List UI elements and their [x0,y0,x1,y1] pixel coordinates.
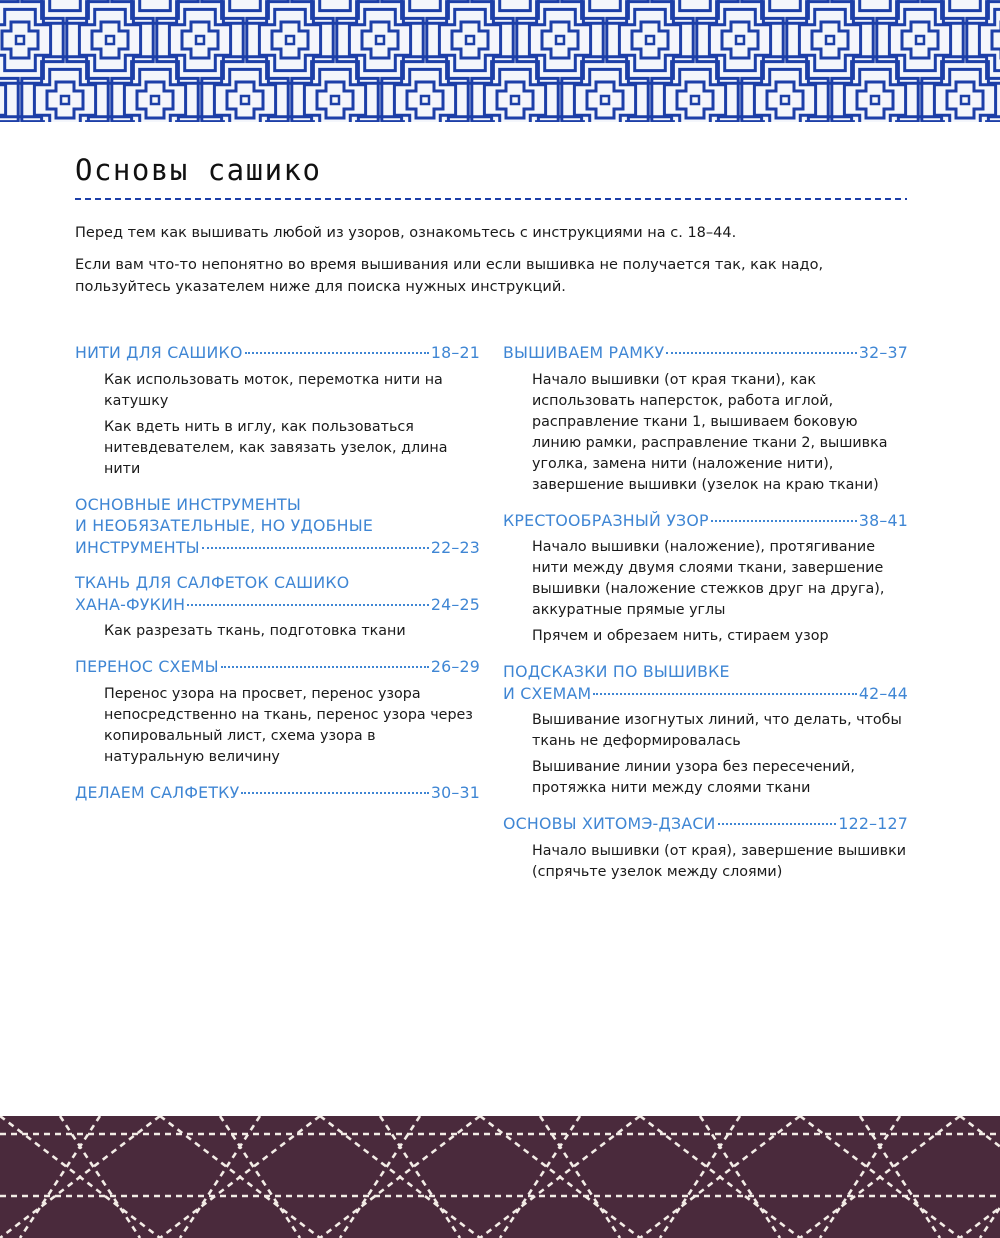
section-heading[interactable] [75,342,480,364]
intro-paragraph-2: Если вам что-то непонятно во время вышивания или если вышивка не получается так, как надо, пользуйтесь указателем ниже для поиска нужных инструкций. [75,257,824,295]
section-heading-line: ТКАНЬ ДЛЯ САЛФЕТОК САШИКО [75,573,350,592]
section-heading[interactable] [503,661,908,704]
section-topics [104,684,480,768]
dot-leader [221,666,429,668]
page-range: 22–23 [430,537,480,557]
section-heading-line: ПОДСКАЗКИ ПО ВЫШИВКЕ [503,662,730,681]
bottom-pattern-band [0,1116,1000,1238]
page-range: 30–31 [430,782,480,802]
toc-section [75,494,480,559]
section-heading-line: И НЕОБЯЗАТЕЛЬНЫЕ, НО УДОБНЫЕ [75,516,374,535]
section-heading[interactable] [503,813,908,835]
dot-leader [718,823,837,825]
topic-text: Начало вышивки (от края), завершение вышивки (спрячьте узелок между слоями) [532,842,907,880]
topic-text: Прячем и обрезаем нить, стираем узор [532,628,829,644]
topic-text: Как использовать моток, перемотка нити на катушку [104,371,443,409]
toc-section [503,661,908,799]
section-topics [532,537,908,647]
page-range: 18–21 [430,343,480,362]
dot-leader [666,352,857,354]
topic-text: Начало вышивки (наложение), протягивание нити между двумя слоями ткани, завершение вышивки (наложение стежков друг на друга), аккуратные прямые углы [532,539,885,618]
section-topics [532,370,908,496]
page-range: 24–25 [430,594,480,614]
toc-section [503,510,908,648]
toc-section [503,342,908,496]
intro-paragraph-1: Перед тем как вышивать любой из узоров, ознакомьтесь с инструкциями на с. 18–44. [75,225,737,241]
section-heading-line: ПЕРЕНОС СХЕМЫ [75,657,219,676]
section-heading[interactable] [75,782,480,804]
section-heading-line: ИНСТРУМЕНТЫ [75,537,200,557]
toc-section [75,572,480,642]
topic-text: Начало вышивки (от края ткани), как использовать наперсток, работа иглой, расправление ткани 1, вышиваем боковую линию рамки, расправление ткани 2, вышивка уголка, замена нити (наложение нити), завершение вышивки (узелок на краю ткани) [532,371,888,493]
page-range: 38–41 [858,510,908,530]
section-heading-line: И СХЕМАМ [503,683,592,703]
dot-leader [202,547,429,549]
section-topics [532,841,908,883]
topic-text: Вышивание изогнутых линий, что делать, чтобы ткань не деформировалась [532,712,902,749]
section-heading[interactable] [75,572,480,615]
section-heading-line: ОСНОВЫ ХИТОМЭ-ДЗАСИ [503,814,716,833]
title-dashed-rule [75,197,907,201]
dot-leader [711,520,857,522]
section-heading-line: НИТИ ДЛЯ САШИКО [75,343,243,362]
section-heading-line: ОСНОВНЫЕ ИНСТРУМЕНТЫ [75,494,302,514]
section-heading[interactable] [75,494,480,559]
page-title: Основы сашико [75,153,322,187]
section-heading-line: ХАНА-ФУКИН [75,594,186,614]
toc-left-column [75,342,480,817]
section-topics [532,710,908,799]
section-topics [104,370,480,480]
page-range: 122–127 [838,814,908,833]
section-topics [104,621,480,642]
section-heading-line: ВЫШИВАЕМ РАМКУ [503,343,665,362]
section-heading-line: ДЕЛАЕМ САЛФЕТКУ [75,782,240,802]
topic-text: Как разрезать ткань, подготовка ткани [104,623,406,639]
page-range: 32–37 [858,343,908,362]
dot-leader [593,693,857,695]
section-heading-line: КРЕСТООБРАЗНЫЙ УЗОР [503,510,709,530]
page-range: 42–44 [858,683,908,703]
dot-leader [187,604,429,606]
toc-section [75,656,480,768]
section-heading[interactable] [503,342,908,364]
top-pattern-band [0,0,1000,122]
page-range: 26–29 [430,657,480,676]
topic-text: Перенос узора на просвет, перенос узора непосредственно на ткань, перенос узора через копировальный лист, схема узора в натуральную величину [104,685,473,765]
toc-section [75,782,480,804]
topic-text: Как вдеть нить в иглу, как пользоваться нитевдевателем, как завязать узелок, длина нити [104,418,448,477]
toc-right-column [503,342,908,897]
dot-leader [245,352,429,354]
section-heading[interactable] [503,510,908,532]
toc-section [75,342,480,480]
toc-section [503,813,908,883]
topic-text: Вышивание линии узора без пересечений, протяжка нити между слоями ткани [532,759,855,796]
dot-leader [241,792,428,794]
section-heading[interactable] [75,656,480,678]
